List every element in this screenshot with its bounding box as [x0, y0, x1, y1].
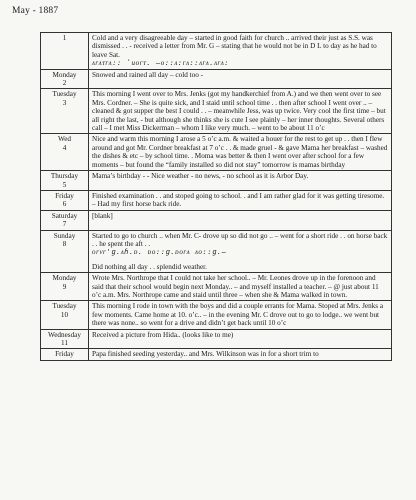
entry-text-cell — [89, 89, 392, 134]
entry-text: Finished examination . . and stoped going to school. . and I am rather glad for it was getting tiresome. – Had my first horse back ride. — [92, 191, 385, 209]
page-title: May - 1887 — [12, 6, 59, 16]
entry-weekday: Friday — [55, 350, 74, 359]
entry-weekday: Tuesday — [52, 302, 77, 311]
entry-text-cell — [89, 210, 392, 230]
entry-day-cell — [41, 33, 89, 70]
entry-date-number: 9 — [62, 282, 67, 291]
entry-weekday: Wed — [58, 135, 71, 144]
entry-text: Mama’s birthday - - Nice weather - no news, - no school as it is Arbor Day. — [92, 172, 309, 181]
entry-date-number: 11 — [61, 339, 68, 347]
entry-text-cell — [89, 190, 392, 210]
entry-day-cell — [41, 301, 89, 329]
entry-day-cell — [41, 134, 89, 171]
entry-date-number: 4 — [62, 143, 67, 152]
entry-day-cell — [41, 190, 89, 210]
entry-date-number: 1 — [62, 34, 67, 42]
entry-text: Cold and a very disagreeable day – started in good faith for church .. arrived their just as S.S. was dismissed . . - received a letter from Mr. G – stating that he would not be in D L to day as he had to leave Sat. — [92, 34, 377, 59]
entry-day-cell — [41, 69, 89, 89]
entry-text-cell — [89, 230, 392, 273]
entry-text-cell — [89, 273, 392, 301]
diary-entry-row — [41, 190, 392, 210]
diary-entry-row — [41, 134, 392, 171]
entry-text: This morning I rode in town with the boys and did a couple errants for Mama. Stoped at Mrs. Jenks a few moments. Came home at 10. o’c.. – in the evening Mr. C drove out to go to lodge.. we went but there was none.. so went for a drive and didn’t get back until 10 o’c — [92, 302, 384, 328]
entry-text-cell — [89, 134, 392, 171]
entry-date-number: 8 — [62, 239, 67, 248]
entry-weekday: Tuesday — [52, 90, 77, 99]
entry-weekday: Friday — [55, 191, 74, 200]
entry-text: Wrote Mrs. Northrope that I could not take her school.. – Mr. Leones drove up in the forenoon and said that their school would begin next Monday.. – and myself installed a teacher. – @ just about 11 o’c a.m. Mrs. Northrope came and staid until three – when she & Mama walked in town. — [92, 274, 379, 299]
diary-entry-row — [41, 230, 392, 273]
diary-entry-row — [41, 329, 392, 349]
entry-text: Nice and warm this morning I arose a 5 o’c a.m. & waited a houer for the rest to get up . . then I flew around and got Mr. Cordner breakfast at 7 o’c . . & made gruel - & gave Mama her breakfast – washed the dishes & etc – by school time. . Moma was better & then I went over after school for a few moments – but found the “family installed so did not stay” tomorrow is mamas birthday — [92, 135, 388, 169]
entry-shorthand-text: ᴧᴦᴧᴛᴦᴧ:: ʹᴎᴏᴦᴛ. –ᴏ::ᴧ:ᴦᴧ::ᴧᴦᴧ.ᴧᴦᴧ: — [92, 59, 230, 68]
entry-weekday: Monday — [52, 274, 77, 283]
entry-weekday: Monday — [52, 70, 77, 79]
entry-text: Did nothing all day . . splendid weather. — [92, 262, 207, 271]
entry-date-number: 2 — [62, 79, 67, 88]
entry-text: Papa finished seeding yesterday.. and Mrs. Wilkinson was in for a short trim to — [92, 350, 319, 359]
diary-entry-row — [41, 33, 392, 70]
entry-date-number: 6 — [62, 200, 67, 209]
entry-day-cell — [41, 230, 89, 273]
entry-date-number: 7 — [62, 220, 67, 229]
entry-text-cell — [89, 69, 392, 89]
entry-day-cell — [41, 171, 89, 191]
entry-day-cell — [41, 273, 89, 301]
entry-day-cell — [41, 89, 89, 134]
diary-entry-row — [41, 69, 392, 89]
diary-entry-row — [41, 89, 392, 134]
diary-entry-row — [41, 349, 392, 360]
entry-text: Started to go to church .. when Mr. C- drove up so did not go .. – went for a short ride . . on horse back . . he spent the aft . . — [92, 231, 388, 248]
entry-text-cell — [89, 329, 392, 349]
entry-text-cell — [89, 33, 392, 70]
entry-text: Received a picture from Hida.. (looks like to me) — [92, 330, 234, 339]
entry-date-number: 5 — [62, 180, 67, 189]
diary-entry-row — [41, 171, 392, 191]
diary-table — [40, 32, 392, 361]
entry-day-cell — [41, 349, 89, 360]
entry-text-cell — [89, 349, 392, 360]
entry-text: This morning I went over to Mrs. Jenks (got my handkerchief from A.) and we then went over to see Mrs. Cordner. – She is quite sick, and I staid until school time . . then after school I went over .. – cleaned & got supper the best I could . . – meanwhile Jess, was up twice. Very cool the first time – but all right the last, - but although she thinks she is cute I see plainly – her inner thoughts. Several others call – I met Miss Dickerman – whom I like very much. – went to be about 11 o’c — [92, 90, 386, 133]
entry-weekday: Sunday — [53, 231, 76, 240]
entry-date-number: 3 — [62, 98, 67, 107]
entry-date-number: 10 — [60, 310, 69, 319]
entry-text: Snowed and rained all day – cold too - — [92, 70, 203, 79]
diary-entry-row — [41, 273, 392, 301]
entry-weekday: Saturday — [51, 211, 78, 220]
entry-text-cell — [89, 171, 392, 191]
diary-entry-row — [41, 210, 392, 230]
diary-entry-row — [41, 301, 392, 329]
entry-weekday: Thursday — [50, 172, 79, 181]
entry-day-cell — [41, 210, 89, 230]
entry-shorthand-text: ᴏᴦᴠᴦ'ɡ.ᴧɦ.ᴅ. ᴅᴏ::ɡ.ᴅᴏᴦᴧ ᴧᴏ::ɡ.– — [92, 248, 227, 257]
entry-text: [blank] — [92, 211, 113, 220]
entry-weekday: Wednesday — [48, 330, 81, 339]
entry-text-cell — [89, 301, 392, 329]
entry-day-cell — [41, 329, 89, 349]
